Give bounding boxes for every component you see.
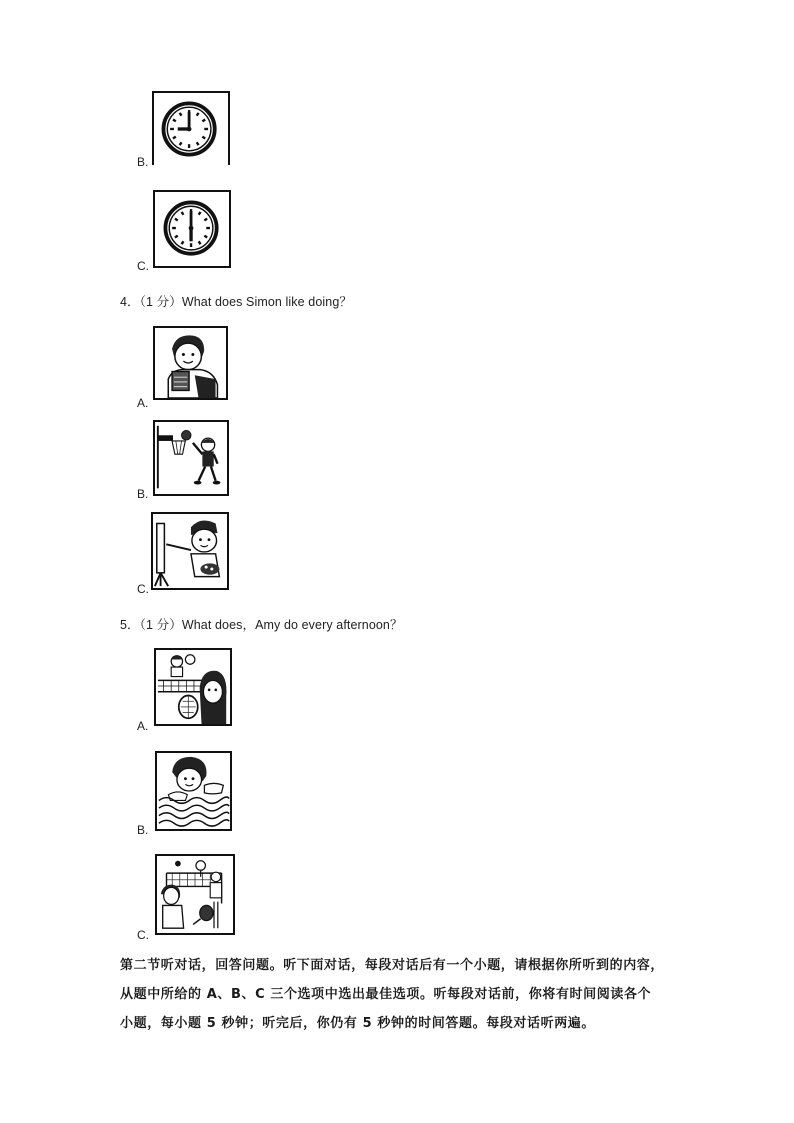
clock-six-icon [153, 190, 231, 268]
question-4: 4．（1 分）What does Simon like doing？ [120, 295, 352, 309]
clock-nine-icon [152, 91, 230, 165]
girl-swimming-icon [155, 751, 232, 831]
option-label-c: C. [137, 582, 149, 596]
option-label-c: C. [137, 259, 149, 273]
option-label-c: C. [137, 928, 149, 942]
question-5: 5．（1 分）What does，Amy do every afternoon？ [120, 618, 403, 632]
boy-reading-icon [153, 326, 228, 400]
instructions-line-2: 从题中所给的 A、B、C 三个选项中选出最佳选项。听每段对话前，你将有时间阅读各个 [120, 987, 652, 1002]
instructions-line-3: 小题，每小题 5 秒钟；听完后，你仍有 5 秒钟的时间答题。每段对话听两遍。 [120, 1016, 595, 1031]
instructions-line-1: 第二节听对话，回答问题。听下面对话，每段对话后有一个小题，请根据你所听到的内容， [120, 958, 665, 973]
option-label-b: B. [137, 823, 149, 837]
option-label-b: B. [137, 487, 149, 501]
girl-tennis-icon [154, 648, 232, 726]
boy-basketball-icon [153, 420, 229, 496]
kids-badminton-icon [155, 854, 235, 935]
option-label-a: A. [137, 719, 149, 733]
option-label-b: B. [137, 155, 149, 169]
boy-painting-icon [151, 512, 229, 590]
option-label-a: A. [137, 396, 149, 410]
section-2-instructions [120, 951, 680, 1038]
